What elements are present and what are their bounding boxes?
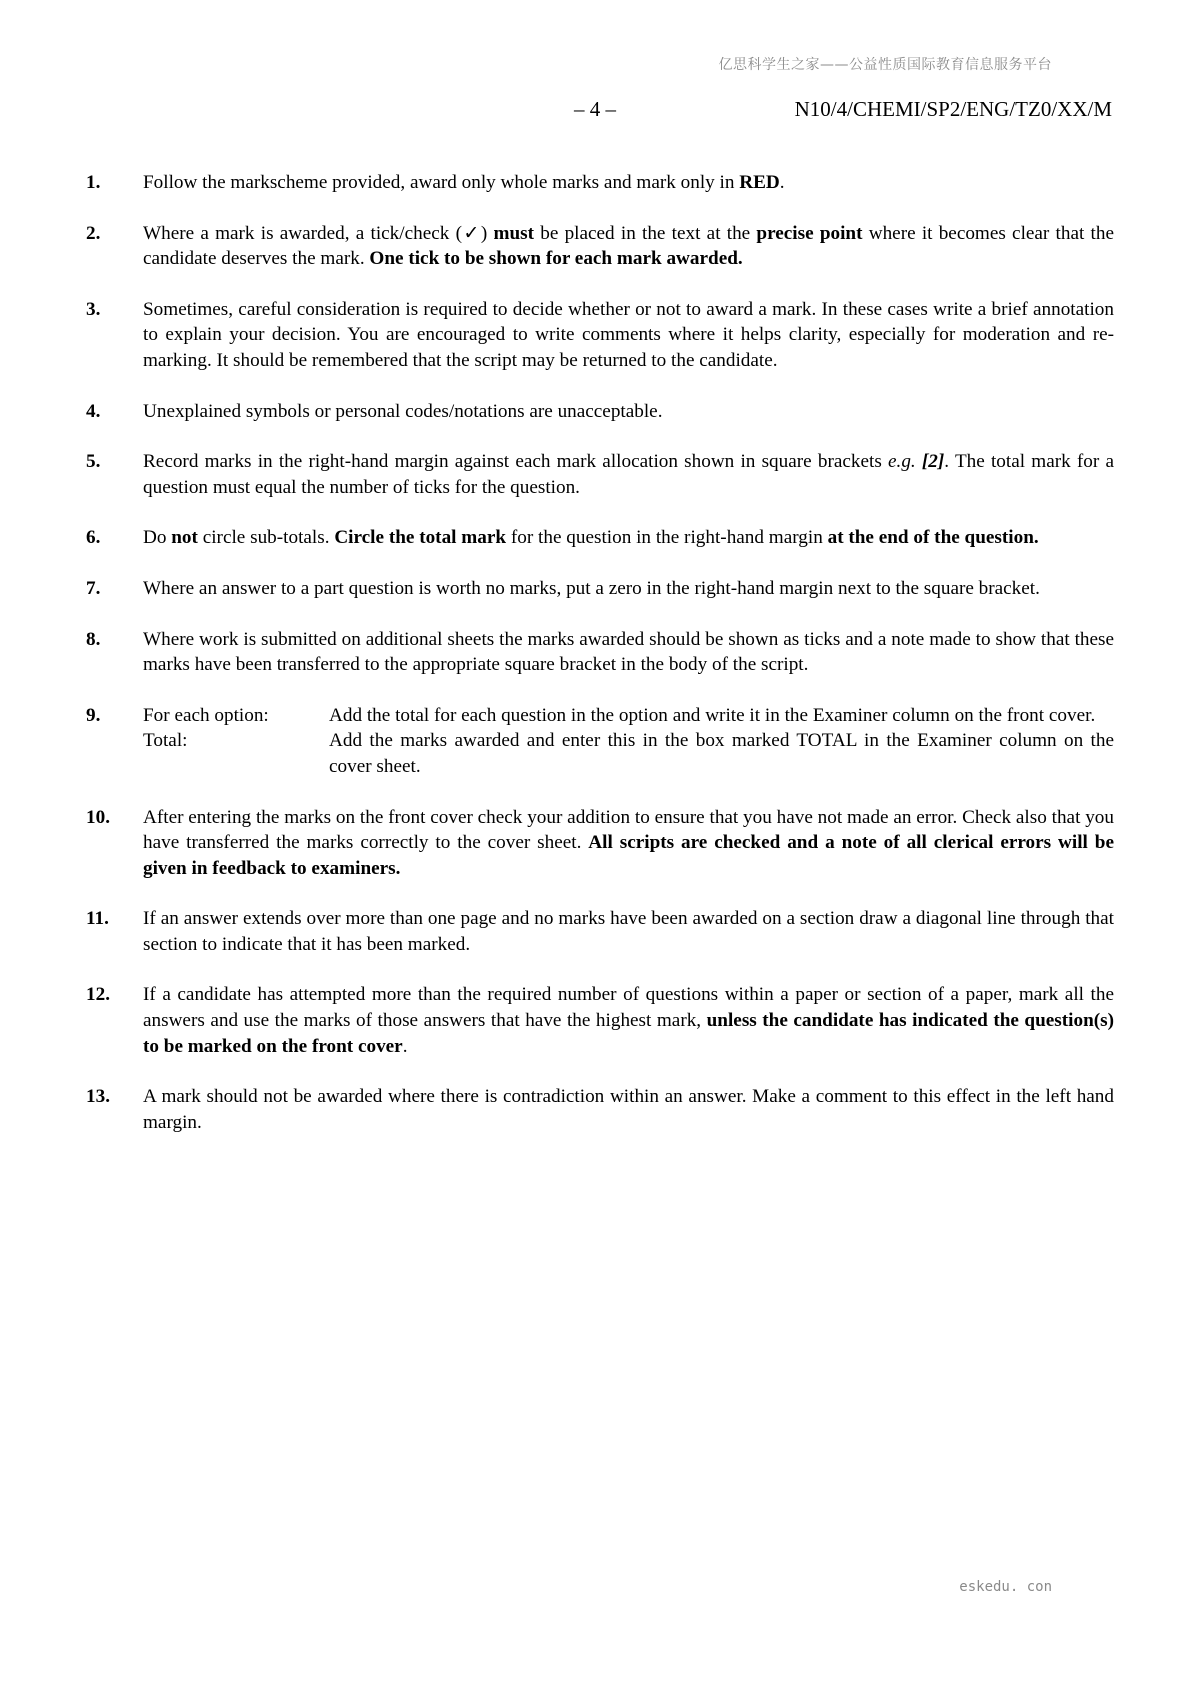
instruction-text: Where an answer to a part question is worth no marks, put a zero in the right-hand margin next to the square bracket. [143,577,1040,599]
instruction-item-13 [86,1084,1114,1135]
option-text: Add the total for each question in the option and write it in the Examiner column on the front cover. [329,704,1096,726]
instruction-text: . [402,1035,408,1057]
total-label: Total: [143,730,188,752]
instruction-item-5 [86,449,1114,500]
header-watermark: 亿思科学生之家——公益性质国际教育信息服务平台 [718,57,1052,73]
option-label: For each option: [143,704,269,726]
instruction-emphasis: All scripts are checked and a note of all clerical errors will be given in feedback to examiners. [143,832,1114,879]
instruction-number: 6. [86,527,101,549]
instruction-emphasis: RED [739,172,780,193]
instruction-bold-italic: [2] [921,451,945,473]
paper-code: N10/4/CHEMI/SP2/ENG/TZ0/XX/M [794,97,1112,121]
instruction-text: Do [143,527,172,549]
instruction-text: . The total mark for a question must equal the number of ticks for the question. [143,451,1114,498]
instruction-number: 12. [86,984,110,1006]
total-text: Add the marks awarded and enter this in the box marked TOTAL in the Examiner column on the cover sheet. [329,730,1114,777]
instruction-emphasis: One tick to be shown for each mark awarded. [369,248,743,270]
instruction-item-2 [86,221,1114,272]
option-row [143,703,1114,729]
instruction-number: 9. [86,704,101,726]
instruction-number: 5. [86,451,101,473]
instruction-item-9 [86,703,1114,780]
instruction-emphasis: unless the candidate has indicated the question(s) to be marked on the front cover [143,1010,1114,1057]
instruction-emphasis: must [493,222,535,244]
instruction-number: 13. [86,1086,110,1108]
instruction-number: 7. [86,577,101,599]
instruction-number: 1. [86,172,101,193]
instruction-text: If an answer extends over more than one page and no marks have been awarded on a section draw a diagonal line through that section to indicate that it has been marked. [143,908,1114,955]
instruction-item-6 [86,525,1114,551]
instruction-item-10 [86,805,1114,882]
instruction-text: where it becomes clear that the candidate deserves the mark. [143,222,1114,270]
instruction-italic: e.g. [888,451,916,473]
instruction-text: circle sub-totals. [197,527,335,549]
instruction-item-3 [86,297,1114,374]
instruction-emphasis: at the end of the question. [827,527,1039,549]
instruction-text: A mark should not be awarded where there is contradiction within an answer. Make a comment to this effect in the left hand margin. [143,1086,1114,1133]
instruction-number: 11. [86,908,109,930]
instruction-number: 10. [86,806,110,828]
instruction-text: Follow the markscheme provided, award only whole marks and mark only in [143,172,740,193]
instruction-number: 4. [86,400,101,422]
instruction-item-4 [86,399,1114,425]
instruction-text: Where a mark is awarded, a tick/check (✓) [143,222,494,244]
instruction-emphasis: not [171,527,198,549]
instruction-text: Sometimes, careful consideration is required to decide whether or not to award a mark. In these cases write a brief annotation to explain your decision. You are encouraged to write comments where it helps clarity, especially for moderation and re-marking. It should be remembered that the script may be returned to the candidate. [143,298,1114,371]
instruction-list [86,170,1114,1160]
instruction-text: Record marks in the right-hand margin against each mark allocation shown in square brackets [143,451,888,473]
instruction-number: 2. [86,222,101,244]
instruction-emphasis: precise point [756,222,863,244]
instruction-number: 8. [86,628,101,650]
instruction-text: be placed in the text at the [534,222,757,244]
instruction-item-1 [86,170,1114,196]
instruction-item-12 [86,982,1114,1059]
instruction-text: Unexplained symbols or personal codes/notations are unacceptable. [143,400,663,422]
instruction-item-11 [86,906,1114,957]
instruction-item-8 [86,627,1114,678]
instruction-text: After entering the marks on the front cover check your addition to ensure that you have not made an error. Check also that you have transferred the marks correctly to the cover sheet. [143,806,1114,854]
instruction-text: . [779,172,785,193]
instruction-number: 3. [86,298,101,320]
total-row [143,728,1114,779]
footer-watermark: eskedu. con [959,1579,1052,1595]
page-number: – 4 – [574,97,616,121]
instruction-text: If a candidate has attempted more than the required number of questions within a paper or section of a paper, mark all the answers and use the marks of those answers that have the highest mark, [143,984,1114,1032]
instruction-text: Where work is submitted on additional sheets the marks awarded should be shown as ticks and a note made to show that these marks have been transferred to the appropriate square bracket in the body of the script. [143,628,1114,676]
instruction-item-7 [86,576,1114,602]
instruction-text: for the question in the right-hand margin [506,527,828,549]
instruction-emphasis: Circle the total mark [334,527,507,549]
